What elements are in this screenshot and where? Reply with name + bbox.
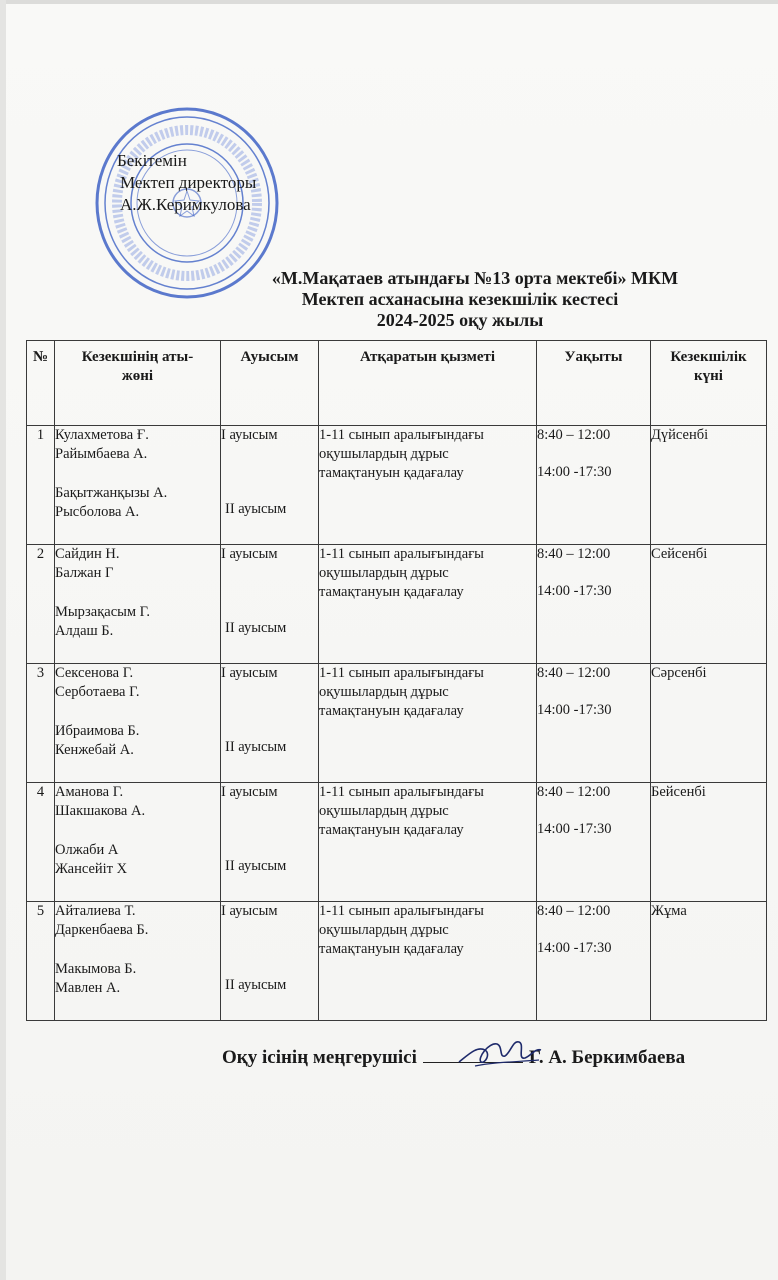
academic-year: 2024-2025 оқу жылы [376, 310, 544, 330]
duty-name: Жансейіт Х [55, 861, 128, 877]
duty-name: Мавлен А. [55, 980, 121, 996]
duty-name: Аманова Г. [55, 784, 124, 800]
table-row [27, 426, 767, 545]
header-name-line1: Кезекшінің аты- [81, 349, 194, 365]
approval-line-approve: Бекітемін [117, 151, 187, 170]
duty-names-cell [55, 426, 221, 545]
task-line: 1-11 сынып аралығындағы [319, 546, 484, 562]
shift-cell [221, 783, 319, 902]
row-number: 2 [27, 545, 55, 664]
shift-second: II ауысым [225, 739, 287, 755]
duty-name: Мырзақасым Г. [55, 604, 151, 620]
task-line: оқушылардың дұрыс [319, 684, 449, 700]
duty-name: Балжан Г [55, 565, 114, 581]
duty-names-cell [55, 545, 221, 664]
time-cell [537, 783, 651, 902]
task-cell [319, 664, 537, 783]
header-task: Атқаратын қызметі [319, 341, 537, 426]
header-day-line1: Кезекшілік [670, 349, 747, 365]
document-title: Мектеп асханасына кезекшілік кестесі [301, 289, 619, 309]
table-row [27, 902, 767, 1021]
shift-second: II ауысым [225, 977, 287, 993]
table-row [27, 545, 767, 664]
time-second-shift: 14:00 -17:30 [537, 821, 612, 837]
task-line: тамақтануын қадағалау [319, 822, 464, 838]
page-edge-top [0, 0, 778, 4]
duty-day: Жұма [651, 902, 767, 1021]
header-time: Уақыты [537, 341, 651, 426]
duty-name: Ибраимова Б. [55, 723, 140, 739]
school-name: «М.Мақатаев атындағы №13 орта мектебі» МКМ [271, 268, 679, 288]
duty-name: Кенжебай А. [55, 742, 134, 758]
task-line: оқушылардың дұрыс [319, 446, 449, 462]
time-first-shift: 8:40 – 12:00 [537, 665, 611, 681]
shift-second: II ауысым [225, 620, 287, 636]
row-number: 4 [27, 783, 55, 902]
duty-names-cell [55, 902, 221, 1021]
shift-cell [221, 545, 319, 664]
header-day [651, 341, 767, 426]
task-line: 1-11 сынып аралығындағы [319, 427, 484, 443]
shift-second: II ауысым [225, 858, 287, 874]
task-line: оқушылардың дұрыс [319, 565, 449, 581]
duty-day: Сейсенбі [651, 545, 767, 664]
task-line: тамақтануын қадағалау [319, 703, 464, 719]
shift-first: I ауысым [221, 665, 278, 681]
time-cell [537, 545, 651, 664]
task-line: 1-11 сынып аралығындағы [319, 784, 484, 800]
duty-name: Райымбаева А. [55, 446, 148, 462]
time-first-shift: 8:40 – 12:00 [537, 784, 611, 800]
duty-names-cell [55, 783, 221, 902]
duty-schedule-table [26, 340, 767, 1021]
header-day-line2: күні [694, 368, 723, 384]
signatory-name: Г. А. Беркимбаева [528, 1047, 686, 1068]
duty-name: Даркенбаева Б. [55, 922, 149, 938]
time-second-shift: 14:00 -17:30 [537, 464, 612, 480]
time-cell [537, 664, 651, 783]
task-cell [319, 426, 537, 545]
shift-cell [221, 902, 319, 1021]
header-shift: Ауысым [221, 341, 319, 426]
duty-name: Сексенова Г. [55, 665, 134, 681]
time-first-shift: 8:40 – 12:00 [537, 546, 611, 562]
task-line: тамақтануын қадағалау [319, 465, 464, 481]
approval-block [112, 150, 256, 216]
duty-name: Серботаева Г. [55, 684, 140, 700]
duty-name: Рысболова А. [55, 504, 140, 520]
task-cell [319, 902, 537, 1021]
duty-name: Шакшакова А. [55, 803, 146, 819]
time-first-shift: 8:40 – 12:00 [537, 427, 611, 443]
row-number: 3 [27, 664, 55, 783]
time-cell [537, 426, 651, 545]
duty-name: Кулахметова Ғ. [55, 427, 149, 443]
signature-block [222, 1044, 685, 1069]
duty-day: Бейсенбі [651, 783, 767, 902]
time-first-shift: 8:40 – 12:00 [537, 903, 611, 919]
time-second-shift: 14:00 -17:30 [537, 702, 612, 718]
handwritten-signature-icon [455, 1032, 545, 1076]
duty-day: Дүйсенбі [651, 426, 767, 545]
task-line: оқушылардың дұрыс [319, 922, 449, 938]
header-name-line2: жөні [121, 368, 154, 384]
row-number: 1 [27, 426, 55, 545]
header-number: № [27, 341, 55, 426]
time-second-shift: 14:00 -17:30 [537, 940, 612, 956]
duty-name: Айталиева Т. [55, 903, 136, 919]
task-cell [319, 783, 537, 902]
signatory-role: Оқу ісінің меңгерушісі [222, 1047, 417, 1068]
shift-first: I ауысым [221, 546, 278, 562]
header-name [55, 341, 221, 426]
duty-name: Бақытжанқызы А. [55, 485, 168, 501]
duty-name: Макымова Б. [55, 961, 137, 977]
task-line: тамақтануын қадағалау [319, 584, 464, 600]
duty-name: Сайдин Н. [55, 546, 120, 562]
page-edge-left [0, 0, 6, 1280]
shift-cell [221, 664, 319, 783]
row-number: 5 [27, 902, 55, 1021]
shift-first: I ауысым [221, 903, 278, 919]
task-line: 1-11 сынып аралығындағы [319, 665, 484, 681]
document-heading [150, 268, 770, 331]
duty-day: Сәрсенбі [651, 664, 767, 783]
duty-name: Алдаш Б. [55, 623, 114, 639]
shift-second: II ауысым [225, 501, 287, 517]
table-row [27, 664, 767, 783]
task-cell [319, 545, 537, 664]
time-second-shift: 14:00 -17:30 [537, 583, 612, 599]
shift-first: I ауысым [221, 427, 278, 443]
table-header-row [27, 341, 767, 426]
table-row [27, 783, 767, 902]
shift-cell [221, 426, 319, 545]
task-line: тамақтануын қадағалау [319, 941, 464, 957]
approval-line-position: Мектеп директоры [120, 173, 257, 192]
task-line: оқушылардың дұрыс [319, 803, 449, 819]
shift-first: I ауысым [221, 784, 278, 800]
duty-name: Олжаби А [55, 842, 119, 858]
task-line: 1-11 сынып аралығындағы [319, 903, 484, 919]
approval-line-director: А.Ж.Керимкулова [120, 195, 251, 214]
time-cell [537, 902, 651, 1021]
duty-names-cell [55, 664, 221, 783]
